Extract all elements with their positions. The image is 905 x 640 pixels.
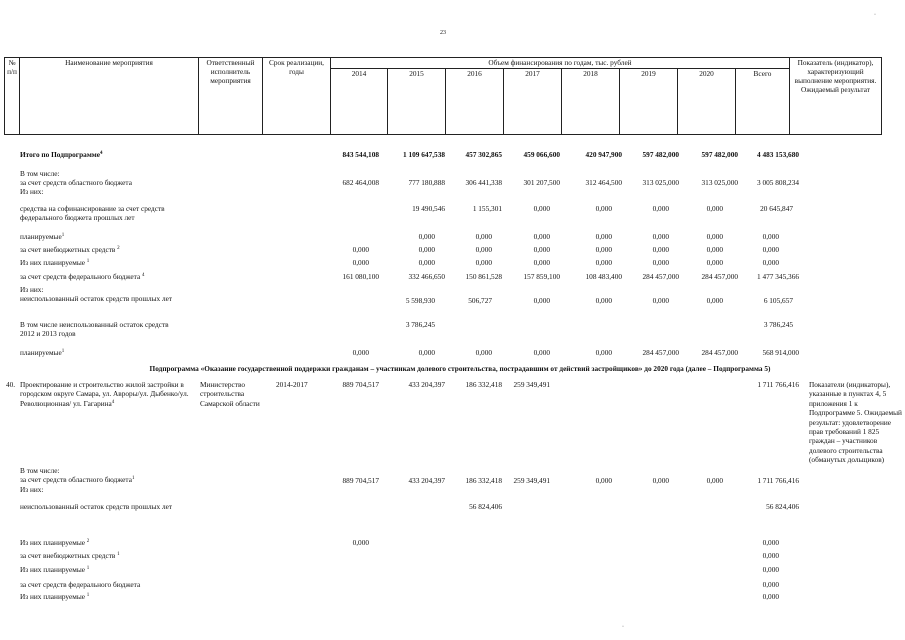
year-2016: 2016 (446, 69, 504, 135)
item40-planned-label: Из них планируемые $^2$ (20, 538, 90, 547)
item40-regional-2019: 0,000 (652, 476, 669, 485)
item40-offbudget-label: за счет внебюджетных средств $^1$ (20, 551, 120, 560)
owp-all: 0,000 (762, 258, 779, 267)
planned2-2020: 284 457,000 (701, 348, 738, 357)
planned2-2019: 284 457,000 (642, 348, 679, 357)
cofin-2019: 0,000 (652, 204, 669, 213)
year-2019: 2019 (620, 69, 678, 135)
federal-2015: 332 466,650 (408, 272, 445, 281)
cofin-all: 20 645,847 (760, 204, 793, 213)
cofin-2017: 0,000 (533, 204, 550, 213)
table-header (4, 57, 882, 135)
header-responsible: Ответственный исполнитель мероприятия (199, 58, 263, 135)
planned2-2015: 0,000 (418, 348, 435, 357)
item40-regional-2016: 186 332,418 (465, 476, 502, 485)
item40-2017: 259 349,491 (513, 380, 550, 389)
item40-federal-label: за счет средств федерального бюджета (20, 580, 141, 589)
total-2017: 459 066,600 (523, 150, 560, 159)
incl-unused-2015: 3 786,245 (405, 320, 435, 329)
owp-2020: 0,000 (706, 258, 723, 267)
cofin-2015: 19 490,546 (412, 204, 445, 213)
item40-planned3-label: Из них планируемые $^1$ (20, 592, 90, 601)
regional-all: 3 005 808,234 (757, 178, 799, 187)
item40-of-which-label: Из них: (20, 485, 44, 494)
total-all: 4 483 153,680 (757, 150, 799, 159)
offbudget-2015: 0,000 (418, 245, 435, 254)
subprogram-title: Подпрограмма «Оказание государственной поддержки гражданам – участникам долевого строительства, пострадавшим от действий застройщиков» до 2020 года (далее – Подпрограмма 5) (149, 364, 771, 373)
unused-label: неиспользованный остаток средств прошлых лет (20, 294, 173, 303)
item40-incl-label: В том числе: (20, 466, 60, 475)
item40-indicator: Показатели (индикаторы), указанные в пунктах 4, 5 приложения 1 к Подпрограмме 5. Ожидаемый результат: удовлетворение прав требований 1 825 граждан – участников долевого строительства (обманутых дольщиков) (809, 380, 902, 465)
item40-federal-all: 0,000 (762, 580, 779, 589)
item40-offbudget-all: 0,000 (762, 551, 779, 560)
planned-2020: 0,000 (706, 232, 723, 241)
federal-2014: 161 080,100 (342, 272, 379, 281)
of-which-label: Из них: (20, 187, 44, 196)
planned2-2014: 0,000 (352, 348, 369, 357)
planned2-all: 568 914,000 (762, 348, 799, 357)
owp-2016: 0,000 (475, 258, 492, 267)
item40-planned-all: 0,000 (762, 538, 779, 547)
owp-2015: 0,000 (418, 258, 435, 267)
scan-speck: · (622, 624, 624, 630)
total-2015: 1 109 647,538 (403, 150, 445, 159)
regional-label: за счет средств областного бюджета (20, 178, 132, 187)
planned2-2017: 0,000 (533, 348, 550, 357)
offbudget-2017: 0,000 (533, 245, 550, 254)
item40-regional-label: за счет средств областного бюджета$^1$ (20, 475, 135, 484)
federal-2017: 157 859,100 (523, 272, 560, 281)
incl-unused-all: 3 786,245 (763, 320, 793, 329)
total-2018: 420 947,900 (585, 150, 622, 159)
item40-all: 1 711 766,416 (757, 380, 799, 389)
planned-2019: 0,000 (652, 232, 669, 241)
offbudget-2016: 0,000 (475, 245, 492, 254)
owp-2017: 0,000 (533, 258, 550, 267)
federal-label: за счет средств федерального бюджета $^4$ (20, 272, 145, 281)
incl-unused-label: В том числе неиспользованный остаток средств 2012 и 2013 годов (20, 320, 169, 339)
year-total: Всего (736, 69, 790, 135)
total-2019: 597 482,000 (642, 150, 679, 159)
item40-regional-2017: 259 349,491 (513, 476, 550, 485)
item40-responsible: Министерство строительства Самарской области (200, 380, 260, 408)
planned2-2018: 0,000 (595, 348, 612, 357)
header-funding: Объем финансирования по годам, тыс. рублей (331, 58, 790, 69)
item40-unused-all: 56 824,406 (766, 502, 799, 511)
planned2-2016: 0,000 (475, 348, 492, 357)
regional-2019: 313 025,000 (642, 178, 679, 187)
federal-all: 1 477 345,366 (757, 272, 799, 281)
unused-all: 6 105,657 (763, 296, 793, 305)
item40-regional-2020: 0,000 (706, 476, 723, 485)
total-2014: 843 544,108 (342, 150, 379, 159)
total-label: Итого по Подпрограмме$^4$ (20, 150, 103, 159)
item40-period: 2014-2017 (276, 380, 308, 389)
unused-2017: 0,000 (533, 296, 550, 305)
item40-planned-2014: 0,000 (352, 538, 369, 547)
regional-2016: 306 441,338 (465, 178, 502, 187)
planned2-label: планируемые$^1$ (20, 348, 65, 357)
of-which2-label: Из них: (20, 285, 44, 294)
item40-planned3-all: 0,000 (762, 592, 779, 601)
year-2015: 2015 (388, 69, 446, 135)
item40-unused-2016: 56 824,406 (469, 502, 502, 511)
total-2016: 457 302,865 (465, 150, 502, 159)
offbudget-2018: 0,000 (595, 245, 612, 254)
cofin-2016: 1 155,301 (472, 204, 502, 213)
owp-2019: 0,000 (652, 258, 669, 267)
item40-num: 40. (6, 380, 16, 389)
item40-unused-label: неиспользованный остаток средств прошлых лет (20, 502, 173, 511)
header-num: № п/п (5, 58, 20, 135)
unused-2019: 0,000 (652, 296, 669, 305)
unused-2016: 506,727 (468, 296, 492, 305)
scan-speck: · (874, 12, 876, 18)
planned-2016: 0,000 (475, 232, 492, 241)
item40-planned2-all: 0,000 (762, 565, 779, 574)
planned-2015: 0,000 (418, 232, 435, 241)
offbudget-2019: 0,000 (652, 245, 669, 254)
regional-2014: 682 464,008 (342, 178, 379, 187)
item40-2016: 186 332,418 (465, 380, 502, 389)
year-2020: 2020 (678, 69, 736, 135)
planned-label: планируемые$^1$ (20, 232, 65, 241)
offbudget-2020: 0,000 (706, 245, 723, 254)
owp-2014: 0,000 (352, 258, 369, 267)
cofin-2018: 0,000 (595, 204, 612, 213)
planned-2017: 0,000 (533, 232, 550, 241)
offbudget-label: за счет внебюджетных средств $^2$ (20, 245, 120, 254)
item40-name: Проектирование и строительство жилой застройки в городском округе Самара, ул. Авроры/ул. Дыбенко/ул. Революционная/ ул. Гагарина$^4$ (20, 380, 189, 408)
item40-2015: 433 204,397 (408, 380, 445, 389)
unused-2020: 0,000 (706, 296, 723, 305)
item40-regional-2015: 433 204,397 (408, 476, 445, 485)
planned-2018: 0,000 (595, 232, 612, 241)
item40-regional-all: 1 711 766,416 (757, 476, 799, 485)
item40-2014: 889 704,517 (342, 380, 379, 389)
year-2014: 2014 (331, 69, 388, 135)
planned-all: 0,000 (762, 232, 779, 241)
year-2017: 2017 (504, 69, 562, 135)
unused-2018: 0,000 (595, 296, 612, 305)
item40-planned2-label: Из них планируемые $^1$ (20, 565, 90, 574)
total-2020: 597 482,000 (701, 150, 738, 159)
item40-regional-2014: 889 704,517 (342, 476, 379, 485)
cofin-label: средства на софинансирование за счет средств федерального бюджета прошлых лет (20, 204, 165, 223)
regional-2018: 312 464,500 (585, 178, 622, 187)
year-2018: 2018 (562, 69, 620, 135)
offbudget-all: 0,000 (762, 245, 779, 254)
header-name: Наименование мероприятия (20, 58, 199, 135)
of-which-planned-label: Из них планируемые $^1$ (20, 258, 90, 267)
cofin-2020: 0,000 (706, 204, 723, 213)
federal-2016: 150 861,528 (465, 272, 502, 281)
page-number: 23 (440, 30, 446, 36)
federal-2019: 284 457,000 (642, 272, 679, 281)
regional-2017: 301 207,500 (523, 178, 560, 187)
federal-2020: 284 457,000 (701, 272, 738, 281)
federal-2018: 108 483,400 (585, 272, 622, 281)
header-period: Срок реализации, годы (263, 58, 331, 135)
item40-regional-2018: 0,000 (595, 476, 612, 485)
owp-2018: 0,000 (595, 258, 612, 267)
offbudget-2014: 0,000 (352, 245, 369, 254)
header-indicator: Показатель (индикатор), характеризующий выполнение мероприятия. Ожидаемый результат (790, 58, 882, 135)
incl-label: В том числе: (20, 169, 60, 178)
regional-2020: 313 025,000 (701, 178, 738, 187)
unused-2015: 5 598,930 (405, 296, 435, 305)
regional-2015: 777 180,888 (408, 178, 445, 187)
